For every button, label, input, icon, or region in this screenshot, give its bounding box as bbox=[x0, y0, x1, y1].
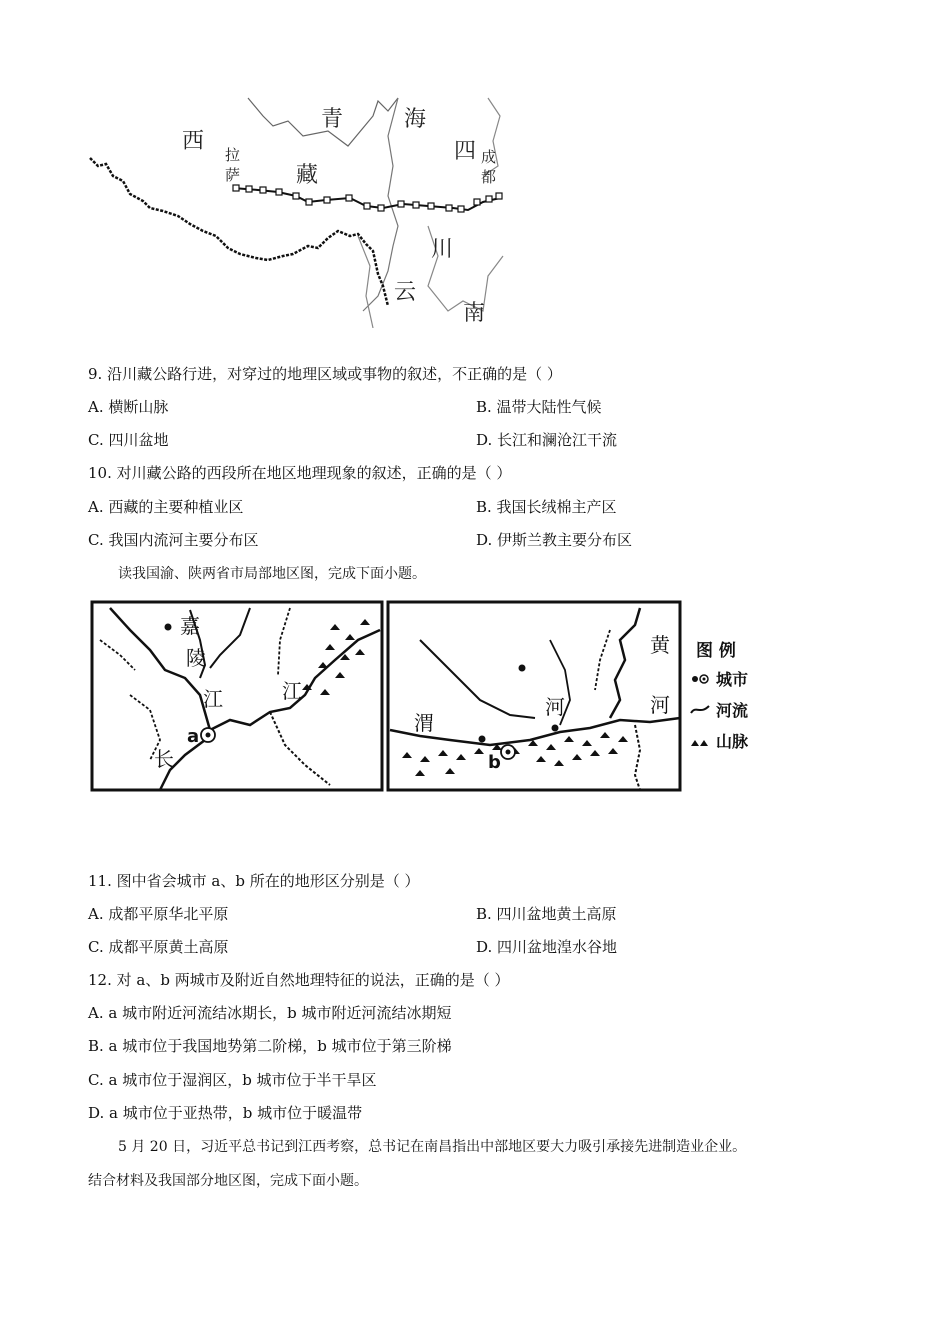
map2-label-wei: 渭 bbox=[414, 711, 434, 735]
map2-city-wei bbox=[479, 736, 486, 743]
q9-option-b: B. 温带大陆性气候 bbox=[476, 398, 602, 416]
map2-city-he bbox=[552, 725, 559, 732]
q10-option-a: A. 西藏的主要种植业区 bbox=[88, 498, 244, 516]
map2-label-he-1: 河 bbox=[545, 695, 565, 719]
q12-option-a: A. a 城市附近河流结冰期长，b 城市附近河流结冰期短 bbox=[88, 1004, 452, 1022]
sichuan-tibet-map bbox=[88, 96, 508, 328]
map2-right-frame bbox=[388, 602, 680, 790]
map2-label-jiang-1: 江 bbox=[203, 687, 223, 711]
legend-river-label: 河流 bbox=[716, 701, 749, 720]
q11-option-c: C. 成都平原黄土高原 bbox=[88, 938, 229, 956]
q9-option-c: C. 四川盆地 bbox=[88, 431, 169, 449]
q12-option-c: C. a 城市位于湿润区，b 城市位于半干旱区 bbox=[88, 1071, 377, 1089]
q10-stem: 10. 对川藏公路的西段所在地区地理现象的叙述，正确的是（ ） bbox=[88, 464, 512, 482]
map2-label-b: b bbox=[488, 752, 501, 773]
legend-city-label: 城市 bbox=[716, 670, 749, 689]
map2-label-a: a bbox=[187, 726, 200, 747]
legend-mountain bbox=[690, 729, 790, 752]
map2-label-jiang-2: 江 bbox=[282, 679, 302, 703]
map2-city-north bbox=[519, 665, 526, 672]
sichuan-tibet-highway bbox=[233, 185, 502, 212]
map2-left-frame bbox=[92, 602, 382, 790]
map1-city-chengdu-2: 都 bbox=[481, 168, 497, 186]
map1-city-lasa-1: 拉 bbox=[225, 146, 241, 164]
q10-option-b: B. 我国长绒棉主产区 bbox=[476, 498, 617, 516]
intro-jiangxi-line2: 结合材料及我国部分地区图，完成下面小题。 bbox=[88, 1173, 368, 1189]
intro-jiangxi-line1: 5 月 20 日，习近平总书记到江西考察，总书记在南昌指出中部地区要大力吸引承接先进制造业企业。 bbox=[118, 1139, 747, 1155]
mountain-icon bbox=[690, 734, 710, 748]
map1-label-zang: 藏 bbox=[296, 163, 319, 188]
chongqing-shaanxi-map bbox=[90, 600, 690, 794]
map1-city-lasa-2: 萨 bbox=[225, 166, 241, 184]
map2-label-jia: 嘉 bbox=[180, 614, 200, 638]
city-marker-icon bbox=[690, 672, 710, 686]
map1-label-xi: 西 bbox=[182, 129, 205, 154]
legend-mountain-label: 山脉 bbox=[716, 732, 749, 751]
map2-label-he-2: 河 bbox=[650, 693, 670, 717]
map2-label-ling: 陵 bbox=[186, 646, 206, 670]
q11-stem: 11. 图中省会城市 a、b 所在的地形区分别是（ ） bbox=[88, 872, 420, 890]
map2-label-huang: 黄 bbox=[650, 633, 670, 657]
legend-city bbox=[690, 667, 790, 690]
map2-label-chang: 长 bbox=[154, 747, 174, 771]
map1-label-qing: 青 bbox=[321, 107, 344, 132]
q12-option-b: B. a 城市位于我国地势第二阶梯，b 城市位于第三阶梯 bbox=[88, 1037, 452, 1055]
q11-option-b: B. 四川盆地黄土高原 bbox=[476, 905, 617, 923]
map2-legend bbox=[690, 636, 790, 752]
q9-option-d: D. 长江和澜沧江干流 bbox=[476, 431, 618, 449]
q12-stem: 12. 对 a、b 两城市及附近自然地理特征的说法，正确的是（ ） bbox=[88, 971, 510, 989]
q12-option-d: D. a 城市位于亚热带，b 城市位于暖温带 bbox=[88, 1104, 363, 1122]
map1-label-nan: 南 bbox=[463, 301, 486, 326]
intro-map2: 读我国渝、陕两省市局部地区图，完成下面小题。 bbox=[118, 566, 426, 582]
map1-label-yun: 云 bbox=[394, 280, 417, 305]
q10-option-d: D. 伊斯兰教主要分布区 bbox=[476, 531, 633, 549]
map1-label-hai: 海 bbox=[404, 107, 427, 132]
q11-option-a: A. 成都平原华北平原 bbox=[88, 905, 229, 923]
map2-city-jialing bbox=[165, 624, 172, 631]
river-line-icon bbox=[690, 703, 710, 717]
map1-city-chengdu-1: 成 bbox=[481, 148, 497, 166]
map1-label-chuan: 川 bbox=[431, 237, 454, 262]
q10-option-c: C. 我国内流河主要分布区 bbox=[88, 531, 259, 549]
q11-option-d: D. 四川盆地湟水谷地 bbox=[476, 938, 618, 956]
map1-label-si: 四 bbox=[454, 139, 477, 164]
q9-stem: 9. 沿川藏公路行进，对穿过的地理区域或事物的叙述，不正确的是（ ） bbox=[88, 365, 562, 383]
legend-river bbox=[690, 698, 790, 721]
q9-option-a: A. 横断山脉 bbox=[88, 398, 169, 416]
legend-title: 图 例 bbox=[696, 641, 736, 661]
